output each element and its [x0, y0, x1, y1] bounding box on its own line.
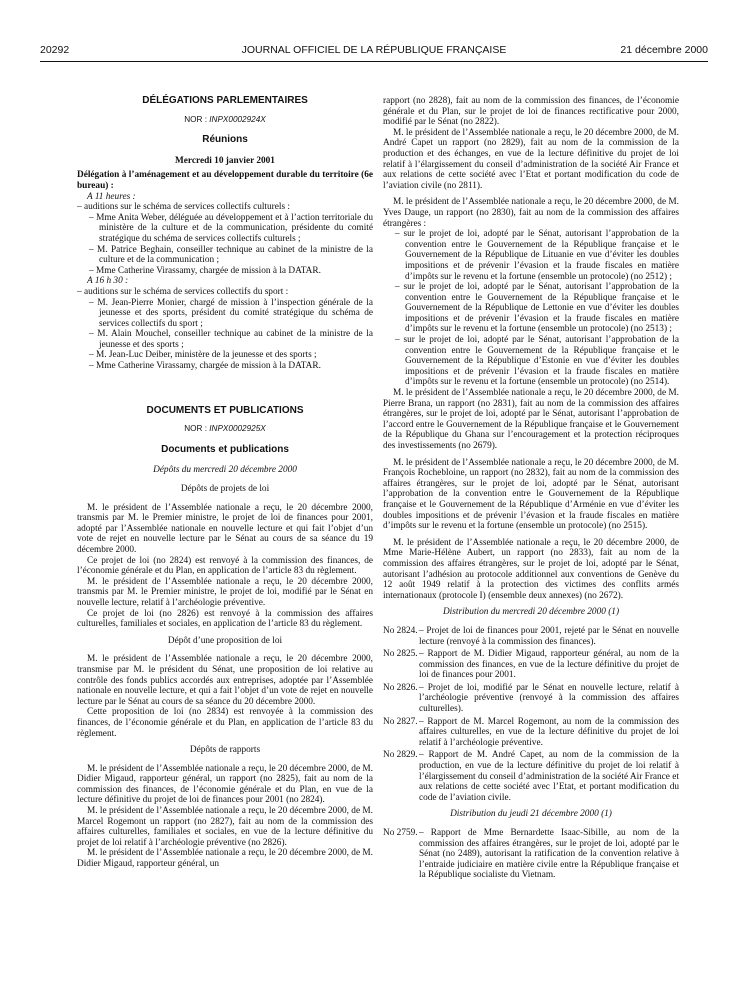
meeting-hour: A 11 heures :	[87, 191, 136, 202]
delegation-name: Délégation à l’aménagement et au développement durable du territoire (6e bureau) :	[77, 170, 373, 191]
subheading: Dépôt d’une proposition de loi	[167, 635, 283, 646]
section-title: DOCUMENTS ET PUBLICATIONS	[146, 404, 304, 416]
paragraph: Ce projet de loi (no 2824) est renvoyé à la commission des finances, de l’économie générale et du Plan, en application de l’article 83 du règlement.	[77, 555, 373, 577]
document-number: No 2827.	[383, 716, 418, 727]
document-number: No 2829.	[383, 750, 418, 761]
paragraph: Ce projet de loi (no 2826) est renvoyé à la commission des affaires culturelles, familiales et sociales, en application de l’article 83 du règlement.	[77, 608, 373, 630]
journal-title: JOURNAL OFFICIEL DE LA RÉPUBLIQUE FRANÇAISE	[241, 44, 507, 56]
page-number: 20292	[40, 44, 70, 56]
left-column	[77, 92, 373, 870]
nor-code: INPX0002925X	[209, 424, 266, 434]
document-number: No 2759.	[383, 828, 418, 838]
agenda-item: – auditions sur le schéma de services collectifs du sport :	[77, 286, 289, 297]
agenda-subitem: – M. Patrice Beghain, conseiller technique au cabinet de la ministre de la culture et de la communication ;	[89, 244, 373, 266]
page-header	[40, 44, 708, 60]
document-number: No 2826.	[383, 682, 418, 693]
section-title: DÉLÉGATIONS PARLEMENTAIRES	[142, 95, 308, 106]
meeting-date: Mercredi 10 janvier 2001	[175, 155, 275, 166]
list-item: – sur le projet de loi, adopté par le Sénat, autorisant l’approbation de la convention entre le Gouvernement de la République française et le Gouvernement de la République de Lituanie en vue d’éviter les doubles impositions et de prévenir l’évasion et la fraude fiscales en matière d’impôts sur le revenu et la fortune (ensemble un protocole) (no 2512) ;	[395, 229, 679, 282]
paragraph: M. le président de l’Assemblée nationale a reçu, le 20 décembre 2000, de M. Didier Migaud, rapporteur général, un rapport (no 2825), fait au nom de la commission des finances, de l’économie générale et du Plan, en vue de la lecture définitive du projet de loi de finances pour 2001 (no 2824).	[77, 763, 373, 806]
subsection-title: Documents et publications	[161, 443, 289, 455]
document-description: – Rapport de M. André Capet, au nom de la commission de la production, en vue de la lecture définitive du projet de loi relatif à l’élargissement du conseil d’administration de la société Air France et aux relations de cette société avec l’Etat, et portant modification du code de l’aviation civile.	[419, 750, 679, 803]
distribution-item	[383, 750, 679, 803]
document-number: No 2824.	[383, 625, 418, 636]
header-rule	[40, 61, 708, 62]
paragraph: M. le président de l’Assemblée nationale a reçu, le 20 décembre 2000, de M. André Capet un rapport (no 2829), fait au nom de la commission de la production et des échanges, en vue de la lecture définitive du projet de loi relatif à l’élargissement du conseil d’administration de la société Air France et aux relations de cette société avec l’Etat et portant modification du code de l’aviation civile (no 2811).	[383, 127, 679, 191]
document-number: No 2825.	[383, 649, 418, 660]
distribution-item	[383, 683, 679, 715]
paragraph: M. le président de l’Assemblée nationale a reçu, le 20 décembre 2000, de M. François Rochebloine, un rapport (no 2832), fait au nom de la commission des affaires étrangères, sur le projet de loi, adopté par le Sénat, autorisant l’approbation de la convention entre le Gouvernement de la République française et le Gouvernement de la République d’Arménie en vue d’éviter les doubles impositions et de prévenir l’évasion et la fraude fiscales en matière d’impôts sur le revenu et la fortune (ensemble un protocole) (no 2515).	[383, 457, 679, 532]
nor-reference	[77, 424, 373, 435]
document-description: – Rapport de M. Didier Migaud, rapporteur général, au nom de la commission des finances, en vue de la lecture définitive du projet de loi de finances pour 2001.	[419, 649, 679, 681]
distribution-item	[383, 649, 679, 681]
agenda-subitem: – M. Jean-Pierre Monier, chargé de mission à l’inspection générale de la jeunesse et des sports, président du comité stratégique du schéma de services collectifs du sport ;	[89, 297, 373, 329]
paragraph: M. le président de l’Assemblée nationale a reçu, le 20 décembre 2000, de M. Pierre Brana, un rapport (no 2831), fait au nom de la commission des affaires étrangères, sur le projet de loi, adopté par le Sénat, autorisant l’approbation de l’accord entre le Gouvernement de la République française et le Gouvernement de la République du Ghana sur l’encouragement et la protection réciproques des investissements (no 2679).	[383, 388, 679, 451]
nor-reference	[77, 115, 373, 126]
agenda-subitem: – M. Jean-Luc Deiber, ministère de la jeunesse et des sports ;	[89, 350, 317, 361]
list-item: – sur le projet de loi, adopté par le Sénat, autorisant l’approbation de la convention entre le Gouvernement de la République française et le Gouvernement de la République d’Estonie en vue d’éviter les doubles impositions et de prévenir l’évasion et la fraude fiscales en matière d’impôts sur le revenu et la fortune (ensemble un protocole) (no 2514).	[395, 335, 679, 388]
paragraph: rapport (no 2828), fait au nom de la commission des finances, de l’économie générale et du Plan, sur le projet de loi de finances rectificative pour 2000, modifié par le Sénat (no 2822).	[383, 96, 679, 128]
right-column	[383, 96, 679, 883]
document-description: – Rapport de M. Marcel Rogemont, au nom de la commission des affaires culturelles, en vue de la lecture définitive du projet de loi relatif à l’archéologie préventive.	[419, 716, 679, 748]
agenda-item: – auditions sur le schéma de services collectifs culturels :	[77, 202, 290, 213]
paragraph: M. le président de l’Assemblée nationale a reçu, le 20 décembre 2000, de Mme Marie-Hélène Aubert, un rapport (no 2833), fait au nom de la commission des affaires étrangères, sur le projet de loi, adopté par le Sénat, autorisant l’adhésion au protocole additionnel aux conventions de Genève du 12 août 1949 relatif à la protection des victimes des conflits armés internationaux (protocole I) (ensemble deux annexes) (no 2672).	[383, 537, 679, 601]
list-item: – sur le projet de loi, adopté par le Sénat, autorisant l’approbation de la convention entre le Gouvernement de la République française et le Gouvernement de la République de Lettonie en vue d’éviter les doubles impositions et de prévenir l’évasion et la fraude fiscales en matière d’impôts sur le revenu et la fortune (ensemble un protocole) (no 2513) ;	[395, 282, 679, 335]
document-description: – Projet de loi de finances pour 2001, rejeté par le Sénat en nouvelle lecture (renvoyé à la commission des finances).	[419, 625, 679, 647]
meeting-hour: A 16 h 30 :	[87, 276, 129, 287]
paragraph: M. le président de l’Assemblée nationale a reçu, le 20 décembre 2000, transmise par M. le président du Sénat, une proposition de loi relative au contrôle des fonds publics accordés aux entreprises, adoptée par l’Assemblée nationale en nouvelle lecture, et qui a fait l’objet d’un vote de rejet en nouvelle lecture par le Sénat au cours de sa séance du 20 décembre 2000.	[77, 654, 373, 707]
agenda-subitem: – M. Alain Mouchel, conseiller technique au cabinet de la ministre de la jeunesse et des sports ;	[89, 329, 373, 350]
paragraph: M. le président de l’Assemblée nationale a reçu, le 20 décembre 2000, transmis par M. le Premier ministre, le projet de loi de finances pour 2001, adopté par l’Assemblée nationale en nouvelle lecture et qui fait l’objet d’un vote de rejet en nouvelle lecture par le Sénat au cours de sa séance du 19 décembre 2000.	[77, 502, 373, 555]
paragraph: M. le président de l’Assemblée nationale a reçu, le 20 décembre 2000, de M. Didier Migaud, rapporteur général, un	[77, 848, 373, 870]
nor-code: INPX0002924X	[209, 114, 266, 124]
agenda-subitem: – Mme Catherine Virassamy, chargée de mission à la DATAR.	[89, 265, 321, 276]
document-description: – Projet de loi, modifié par le Sénat en nouvelle lecture, relatif à l’archéologie préventive (renvoyé à la commission des affaires culturelles).	[419, 682, 679, 715]
subsection-title: Réunions	[202, 134, 248, 146]
distribution-heading: Distribution du jeudi 21 décembre 2000 (1)	[450, 809, 612, 820]
nor-label: NOR :	[184, 424, 210, 434]
paragraph: M. le président de l’Assemblée nationale a reçu, le 20 décembre 2000, de M. Yves Dauge, un rapport (no 2830), fait au nom de la commission des affaires étrangères :	[383, 197, 679, 229]
agenda-subitem: – Mme Catherine Virassamy, chargée de mission à la DATAR.	[89, 361, 321, 372]
paragraph: M. le président de l’Assemblée nationale a reçu, le 20 décembre 2000, transmis par M. le Premier ministre, le projet de loi, modifié par le Sénat en nouvelle lecture, relatif à l’archéologie préventive.	[77, 576, 373, 608]
subheading: Dépôts de projets de loi	[180, 484, 270, 495]
issue-date: 21 décembre 2000	[620, 44, 708, 56]
distribution-item	[383, 828, 679, 881]
agenda-subitem: – Mme Anita Weber, déléguée au développement et à l’action territoriale du ministère de la culture et de la communication, présidente du comité stratégique du schéma de services collectifs culturels ;	[89, 212, 373, 244]
subheading: Dépôts de rapports	[189, 745, 261, 756]
deposit-date-heading: Dépôts du mercredi 20 décembre 2000	[153, 465, 297, 476]
paragraph: Cette proposition de loi (no 2834) est renvoyée à la commission des finances, de l’économie générale et du Plan, en application de l’article 83 du règlement.	[77, 707, 373, 739]
distribution-item	[383, 626, 679, 647]
paragraph: M. le président de l’Assemblée nationale a reçu, le 20 décembre 2000, de M. Marcel Rogemont un rapport (no 2827), fait au nom de la commission des affaires culturelles, familiales et sociales, en vue de la lecture définitive du projet de loi relatif à l’archéologie préventive (no 2826).	[77, 806, 373, 848]
document-description: – Rapport de Mme Bernardette Isaac-Sibille, au nom de la commission des affaires étrangères, sur le projet de loi, adopté par le Sénat (no 2489), autorisant la ratification de la convention relative à l’entraide judiciaire en matière civile entre la République française et la République socialiste du Vietnam.	[419, 828, 679, 881]
nor-label: NOR :	[184, 114, 210, 124]
distribution-item	[383, 717, 679, 749]
distribution-heading: Distribution du mercredi 20 décembre 2000 (1)	[442, 607, 620, 618]
